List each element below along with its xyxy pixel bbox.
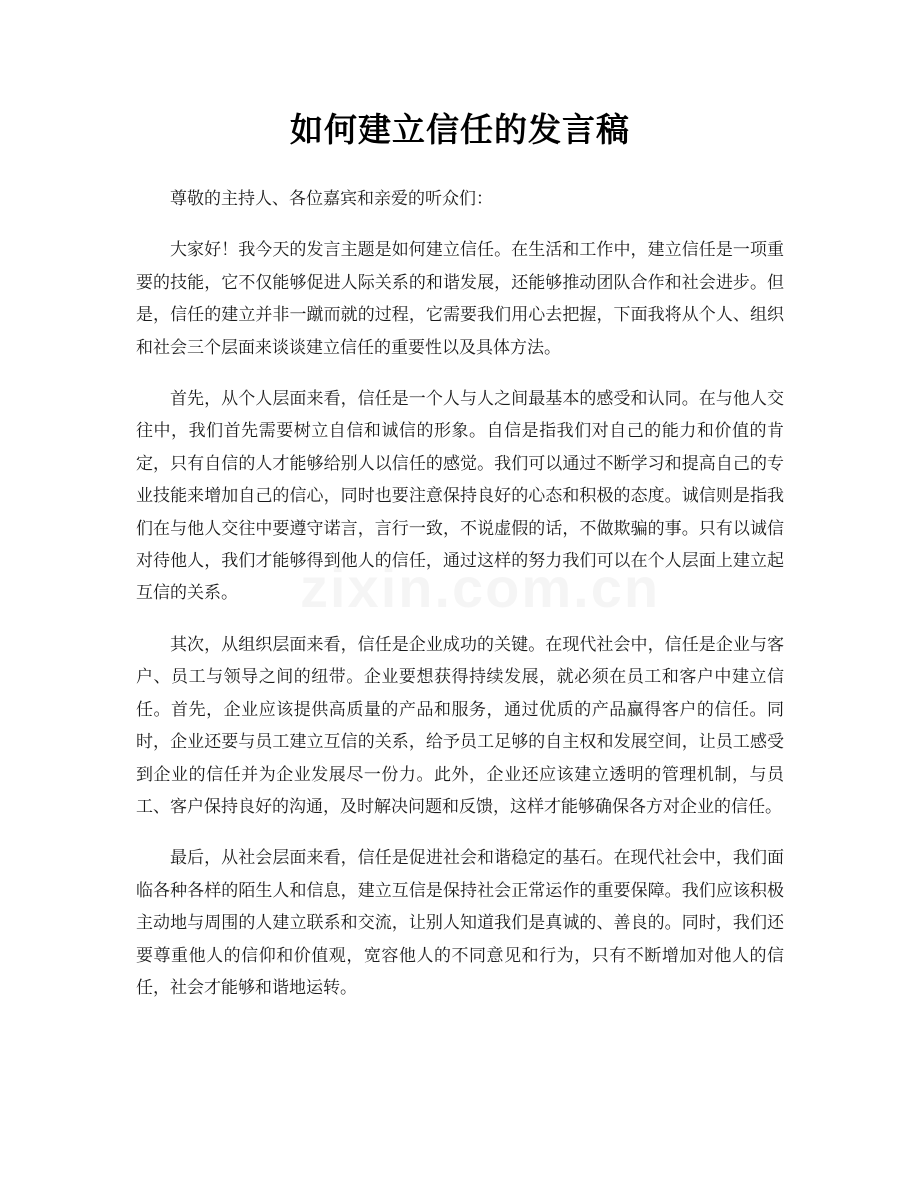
- intro-paragraph: 大家好！我今天的发言主题是如何建立信任。在生活和工作中，建立信任是一项重要的技能，它不仅能够促进人际关系的和谐发展，还能够推动团队合作和社会进步。但是，信任的建立并非一蹴而就的过程，它需要我们用心去把握，下面我将从个人、组织和社会三个层面来谈谈建立信任的重要性以及具体方法。: [136, 240, 784, 358]
- society-level-paragraph: 最后，从社会层面来看，信任是促进社会和谐稳定的基石。在现代社会中，我们面临各种各样的陌生人和信息，建立互信是保持社会正常运作的重要保障。我们应该积极主动地与周围的人建立联系和交流，让别人知道我们是真诚的、善良的。同时，我们还要尊重他人的信仰和价值观，宽容他人的不同意见和行为，只有不断增加对他人的信任，社会才能够和谐地运转。: [136, 848, 784, 998]
- personal-level-paragraph: 首先，从个人层面来看，信任是一个人与人之间最基本的感受和认同。在与他人交往中，我们首先需要树立自信和诚信的形象。自信是指我们对自己的能力和价值的肯定，只有自信的人才能够给别人以信任的感觉。我们可以通过不断学习和提高自己的专业技能来增加自己的信心，同时也要注意保持良好的心态和积极的态度。诚信则是指我们在与他人交往中要遵守诺言，言行一致，不说虚假的话，不做欺骗的事。只有以诚信对待他人，我们才能够得到他人的信任，通过这样的努力我们可以在个人层面上建立起互信的关系。: [136, 389, 784, 604]
- organization-level-paragraph: 其次，从组织层面来看，信任是企业成功的关键。在现代社会中，信任是企业与客户、员工与领导之间的纽带。企业要想获得持续发展，就必须在员工和客户中建立信任。首先，企业应该提供高质量的产品和服务，通过优质的产品赢得客户的信任。同时，企业还要与员工建立互信的关系，给予员工足够的自主权和发展空间，让员工感受到企业的信任并为企业发展尽一份力。此外，企业还应该建立透明的管理机制，与员工、客户保持良好的沟通，及时解决问题和反馈，这样才能够确保各方对企业的信任。: [136, 634, 784, 817]
- salutation-paragraph: 尊敬的主持人、各位嘉宾和亲爱的听众们：: [170, 189, 493, 209]
- document-body: [136, 183, 784, 1023]
- page-title: 如何建立信任的发言稿: [290, 110, 630, 149]
